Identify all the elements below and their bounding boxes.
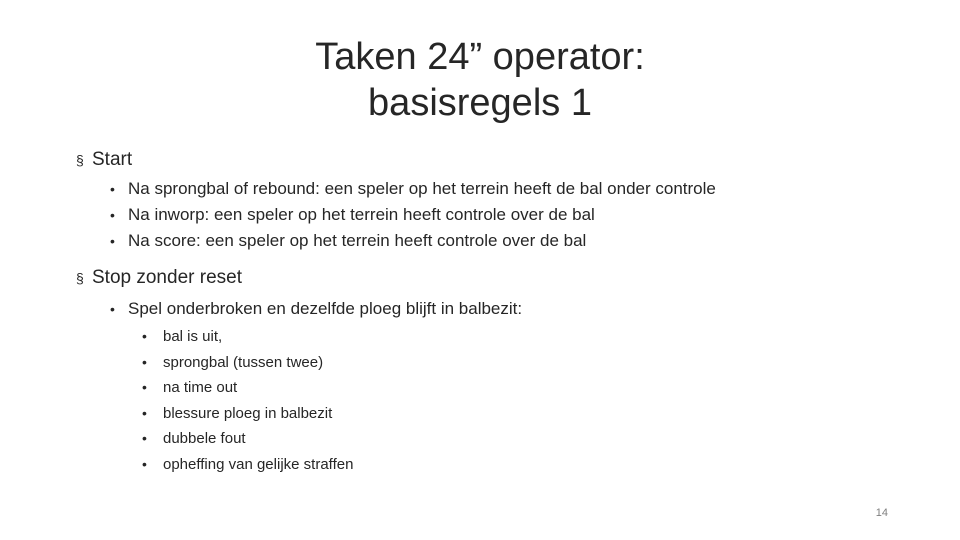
sub-list-item-text: sprongbal (tussen twee) [163,353,324,371]
slide-title [180,34,780,126]
sub-list-item-text: na time out [163,379,238,396]
bullet-icon: • [142,353,147,370]
sub-list-item-text: dubbele fout [163,430,246,447]
section-bullet-icon: § [76,152,84,168]
list-item [76,176,896,202]
bullet-icon: • [110,207,115,223]
list-item-text: Na score: een speler op het terrein heeft controle over de bal [128,231,587,250]
sub-list-item [76,401,896,427]
slide-title-line-2: basisregels 1 [368,82,592,124]
bullet-icon: • [142,328,147,344]
sub-list-item-text: blessure ploeg in balbezit [163,404,333,422]
bullet-icon: • [142,379,147,395]
bullet-icon: • [142,455,147,472]
list-item-text: Na inworp: een speler op het terrein heeft controle over de bal [128,205,595,224]
section-bullet-icon: § [76,270,84,286]
bullet-icon: • [110,181,115,197]
list-item-text: Na sprongbal of rebound: een speler op het terrein heeft de bal onder controle [128,179,716,198]
sub-list-item [76,350,896,376]
sub-list-item [76,452,896,478]
list-item [76,296,896,322]
sub-list-item-text: bal is uit, [163,328,223,345]
section-heading-stop-zonder-reset [76,264,896,292]
section-heading-start [76,146,896,174]
sub-list-item [76,324,896,350]
list-item [76,202,896,228]
list-item [76,228,896,254]
section-heading-text: Start [92,149,133,170]
sub-list-item [76,426,896,452]
list-item-text: Spel onderbroken en dezelfde ploeg blijft in balbezit: [128,299,523,318]
sub-list-item-text: opheffing van gelijke straffen [163,455,354,473]
page-number: 14 [875,507,888,519]
section-heading-text: Stop zonder reset [92,267,242,288]
bullet-icon: • [110,301,115,317]
bullet-icon: • [110,233,115,249]
slide-title-line-1: Taken 24” operator: [315,36,645,78]
slide-content [76,146,896,477]
bullet-icon: • [142,404,147,421]
sub-list-item [76,375,896,401]
bullet-icon: • [142,430,147,446]
